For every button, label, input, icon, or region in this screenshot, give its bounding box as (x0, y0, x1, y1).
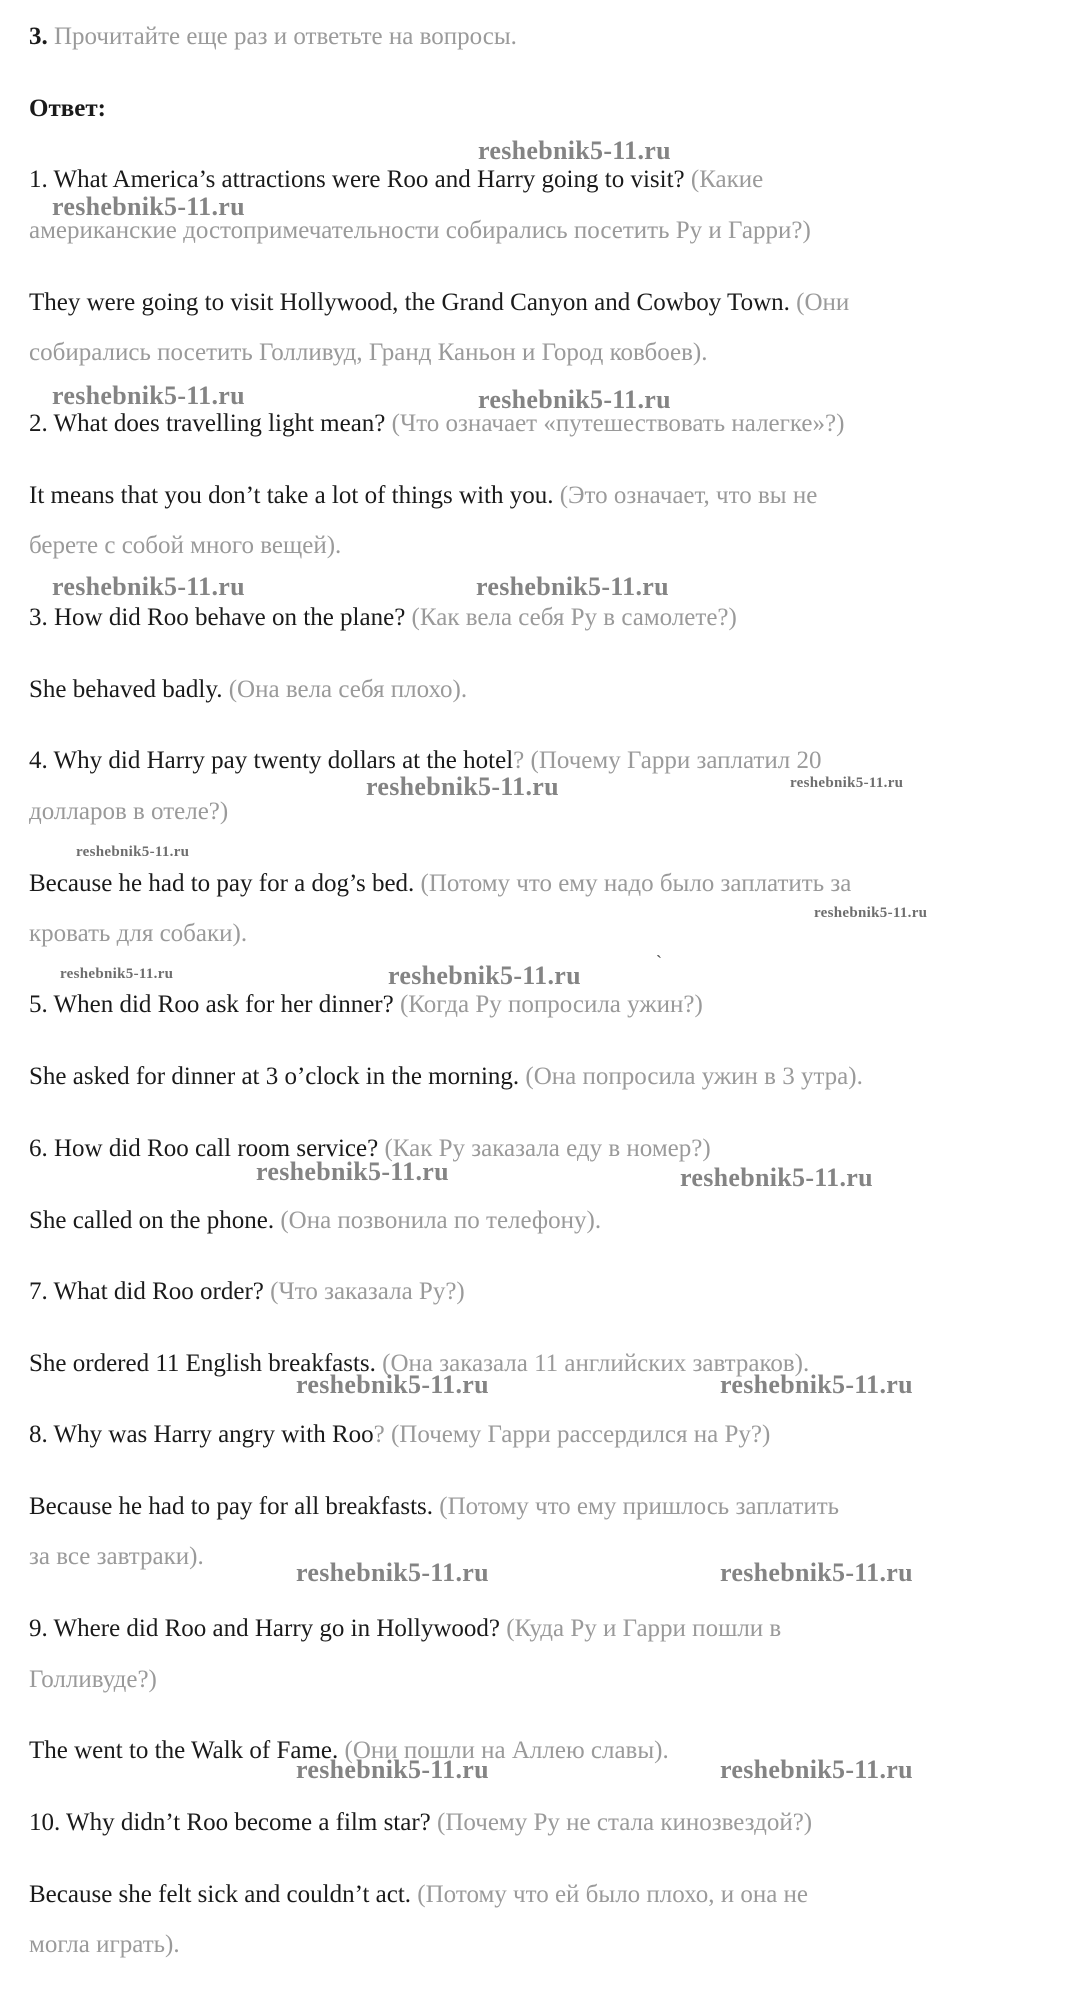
question-9-ru-cont: Голливуде?) (29, 1666, 157, 1693)
task-instruction: Прочитайте еще раз и ответьте на вопросы. (54, 23, 517, 50)
watermark: reshebnik5-11.ru (476, 572, 669, 601)
question-2 (29, 409, 844, 439)
scan-mark: ˋ (656, 952, 662, 972)
answer-1-en: They were going to visit Hollywood, the Grand Canyon and Cowboy Town. (29, 289, 790, 316)
question-5-ru: (Когда Ру попросила ужин?) (399, 991, 703, 1018)
question-5-en: 5. When did Roo ask for her dinner? (29, 991, 394, 1018)
question-3-en: 3. How did Roo behave on the plane? (29, 604, 406, 631)
task-header (29, 22, 517, 52)
watermark: reshebnik5-11.ru (296, 1370, 489, 1399)
answer-10-ru-cont: могла играть). (29, 1931, 180, 1958)
answer-8-ru: (Потому что ему пришлось заплатить (439, 1493, 840, 1520)
watermark: reshebnik5-11.ru (478, 136, 671, 165)
question-10-en: 10. Why didn’t Roo become a film star? (29, 1809, 431, 1836)
watermark: reshebnik5-11.ru (366, 772, 559, 801)
watermark: reshebnik5-11.ru (388, 961, 581, 990)
answer-2-ru-cont: берете с собой много вещей). (29, 532, 342, 559)
answer-label: Ответ: (29, 95, 106, 122)
watermark: reshebnik5-11.ru (52, 192, 245, 221)
answer-7-ru: (Она заказала 11 английских завтраков). (382, 1350, 810, 1377)
question-4-ru: ? (Почему Гарри заплатил 20 (513, 747, 822, 774)
watermark: reshebnik5-11.ru (720, 1558, 913, 1587)
watermark: reshebnik5-11.ru (296, 1558, 489, 1587)
answer-3-en: She behaved badly. (29, 676, 223, 703)
question-9-ru: (Куда Ру и Гарри пошли в (506, 1615, 782, 1642)
question-4-en: 4. Why did Harry pay twenty dollars at the hotel (29, 747, 514, 774)
answer-8-ru-cont: за все завтраки). (29, 1543, 204, 1570)
answer-9-en: The went to the Walk of Fame. (29, 1737, 339, 1764)
question-1-ru-cont: американские достопримечательности собирались посетить Ру и Гарри?) (29, 217, 811, 244)
question-9-en: 9. Where did Roo and Harry go in Hollywood? (29, 1615, 500, 1642)
answer-6-en: She called on the phone. (29, 1207, 275, 1234)
answer-4-ru-cont: кровать для собаки). (29, 920, 248, 947)
question-3-ru: (Как вела себя Ру в самолете?) (411, 604, 737, 631)
answer-8-en: Because he had to pay for all breakfasts. (29, 1493, 434, 1520)
answer-6 (29, 1206, 601, 1236)
question-4-ru-cont: долларов в отеле?) (29, 798, 229, 825)
watermark: reshebnik5-11.ru (60, 966, 174, 982)
answer-1-ru: (Они (796, 289, 850, 316)
question-6-ru: (Как Ру заказала еду в номер?) (384, 1135, 711, 1162)
question-8 (29, 1420, 770, 1450)
watermark: reshebnik5-11.ru (478, 385, 671, 414)
answer-10-en: Because she felt sick and couldn’t act. (29, 1881, 412, 1908)
answer-10-ru: (Потому что ей было плохо, и она не (417, 1881, 809, 1908)
answer-6-ru: (Она позвонила по телефону). (280, 1207, 602, 1234)
watermark: reshebnik5-11.ru (680, 1163, 873, 1192)
watermark: reshebnik5-11.ru (256, 1157, 449, 1186)
question-1-ru: (Какие (690, 166, 764, 193)
answer-3 (29, 675, 467, 705)
answer-1-ru-cont: собирались посетить Голливуд, Гранд Каньон и Город ковбоев). (29, 339, 708, 366)
watermark: reshebnik5-11.ru (52, 381, 245, 410)
question-2-ru: (Что означает «путешествовать налегке»?) (391, 410, 845, 437)
question-2-en: 2. What does travelling light mean? (29, 410, 386, 437)
task-number: 3. (29, 23, 48, 50)
watermark: reshebnik5-11.ru (790, 775, 904, 791)
question-8-en: 8. Why was Harry angry with Roo (29, 1421, 374, 1448)
answer-3-ru: (Она вела себя плохо). (228, 676, 468, 703)
question-1 (29, 165, 763, 195)
watermark: reshebnik5-11.ru (52, 572, 245, 601)
answer-10 (29, 1880, 808, 1910)
question-7-en: 7. What did Roo order? (29, 1278, 264, 1305)
answer-7-en: She ordered 11 English breakfasts. (29, 1350, 376, 1377)
question-9 (29, 1614, 781, 1644)
answer-8 (29, 1492, 839, 1522)
answer-1 (29, 288, 849, 318)
question-6-en: 6. How did Roo call room service? (29, 1135, 379, 1162)
answer-2-ru: (Это означает, что вы не (559, 482, 818, 509)
answer-4-en: Because he had to pay for a dog’s bed. (29, 870, 415, 897)
watermark: reshebnik5-11.ru (76, 844, 190, 860)
answer-5-ru: (Она попросила ужин в 3 утра). (525, 1063, 863, 1090)
question-10-ru: (Почему Ру не стала кинозвездой?) (437, 1809, 813, 1836)
question-1-en: 1. What America’s attractions were Roo and Harry going to visit? (29, 166, 685, 193)
question-10 (29, 1808, 812, 1838)
watermark: reshebnik5-11.ru (720, 1370, 913, 1399)
watermark: reshebnik5-11.ru (720, 1755, 913, 1784)
answer-4-ru: (Потому что ему надо было заплатить за (420, 870, 852, 897)
question-8-ru: ? (Почему Гарри рассердился на Ру?) (373, 1421, 771, 1448)
question-7-ru: (Что заказала Ру?) (270, 1278, 465, 1305)
answer-5-en: She asked for dinner at 3 o’clock in the morning. (29, 1063, 520, 1090)
question-5 (29, 990, 703, 1020)
answer-2-en: It means that you don’t take a lot of things with you. (29, 482, 554, 509)
question-3 (29, 603, 737, 633)
answer-9-ru: (Они пошли на Аллею славы). (344, 1737, 669, 1764)
watermark: reshebnik5-11.ru (814, 905, 928, 921)
question-7 (29, 1277, 465, 1307)
answer-2 (29, 481, 817, 511)
answer-4 (29, 869, 851, 899)
watermark: reshebnik5-11.ru (296, 1755, 489, 1784)
answer-5 (29, 1062, 863, 1092)
